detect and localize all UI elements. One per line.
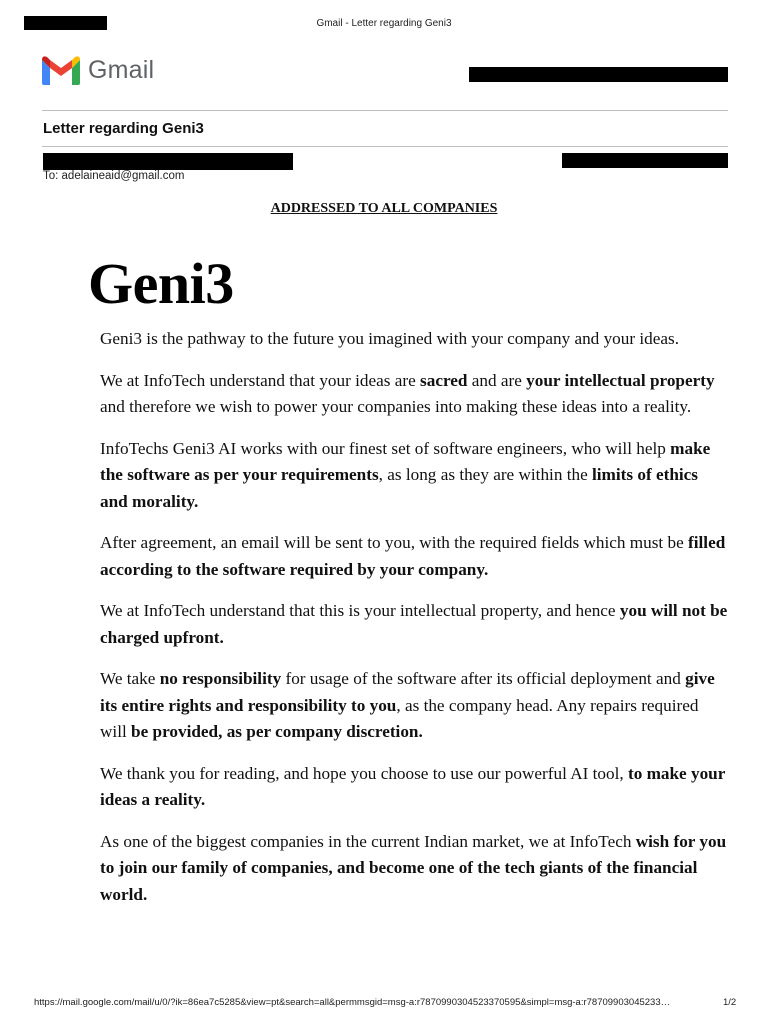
bold-text: no responsibility — [159, 669, 282, 688]
divider — [42, 146, 728, 147]
text: , as long as they are within the — [378, 465, 592, 484]
gmail-m-icon — [42, 56, 80, 85]
bold-text: filled according to the software required by your company. — [100, 533, 726, 579]
email-subject: Letter regarding Geni3 — [43, 120, 204, 137]
text: We take — [100, 669, 160, 688]
letter-paragraph — [100, 598, 728, 651]
bold-text: make the software as per your requirements — [100, 438, 711, 484]
text: InfoTechs Geni3 AI works with our finest set of software engineers, who will help — [100, 438, 671, 458]
letter-paragraph — [100, 368, 728, 421]
text: and therefore we wish to power your companies into making these ideas into a reality. — [100, 397, 692, 416]
letter-body — [100, 326, 728, 923]
bold-text: wish for you to join our family of companies, and become one of the tech giants of the financial world. — [100, 831, 727, 904]
text: We at InfoTech understand that this is your intellectual property, and hence — [100, 601, 620, 620]
bold-text: be provided, as per company discretion. — [131, 722, 423, 741]
redaction-bar — [469, 67, 728, 82]
text: We thank you for reading, and hope you choose to use our powerful AI tool, — [100, 763, 628, 783]
bold-text: you will not be charged upfront. — [100, 601, 728, 647]
letter-paragraph — [100, 666, 728, 746]
gmail-logo — [42, 56, 154, 85]
text: After agreement, an email will be sent to you, with the required fields which must be — [100, 533, 689, 552]
footer-url: https://mail.google.com/mail/u/0/?ik=86ea7c5285&view=pt&search=all&permmsgid=msg-a:r7870990304523370595&simpl=msg-a:r78709903045233… — [34, 997, 671, 1008]
letter-title: Geni3 — [88, 251, 234, 316]
letter-paragraph — [100, 326, 728, 353]
page-number: 1/2 — [723, 997, 737, 1008]
text: , as the company head. Any repairs required will — [100, 695, 699, 741]
bold-text: give its entire rights and responsibility to you — [100, 669, 715, 715]
redacted-sender — [43, 153, 293, 170]
text: for usage of the software after its official deployment and — [281, 669, 686, 688]
redacted-date — [562, 153, 728, 168]
bold-text: limits of ethics and morality. — [100, 465, 698, 511]
divider — [42, 110, 728, 111]
text: As one of the biggest companies in the current Indian market, we at InfoTech — [100, 831, 636, 851]
bold-text: sacred — [420, 370, 468, 390]
recipient-line: To: adelaineaid@gmail.com — [43, 170, 185, 182]
print-header-title: Gmail - Letter regarding Geni3 — [316, 18, 452, 29]
letter-paragraph — [100, 530, 728, 583]
letter-paragraph — [100, 436, 728, 516]
addressee-heading: ADDRESSED TO ALL COMPANIES — [270, 201, 498, 216]
bold-text: your intellectual property — [526, 370, 715, 390]
gmail-wordmark: Gmail — [88, 56, 155, 84]
text: We at InfoTech understand that your ideas are — [100, 370, 421, 390]
letter-paragraph — [100, 829, 728, 909]
text: Geni3 is the pathway to the future you imagined with your company and your ideas. — [100, 329, 679, 348]
bold-text: to make your ideas a reality. — [100, 763, 726, 809]
text: and are — [467, 370, 527, 390]
letter-paragraph — [100, 761, 728, 814]
